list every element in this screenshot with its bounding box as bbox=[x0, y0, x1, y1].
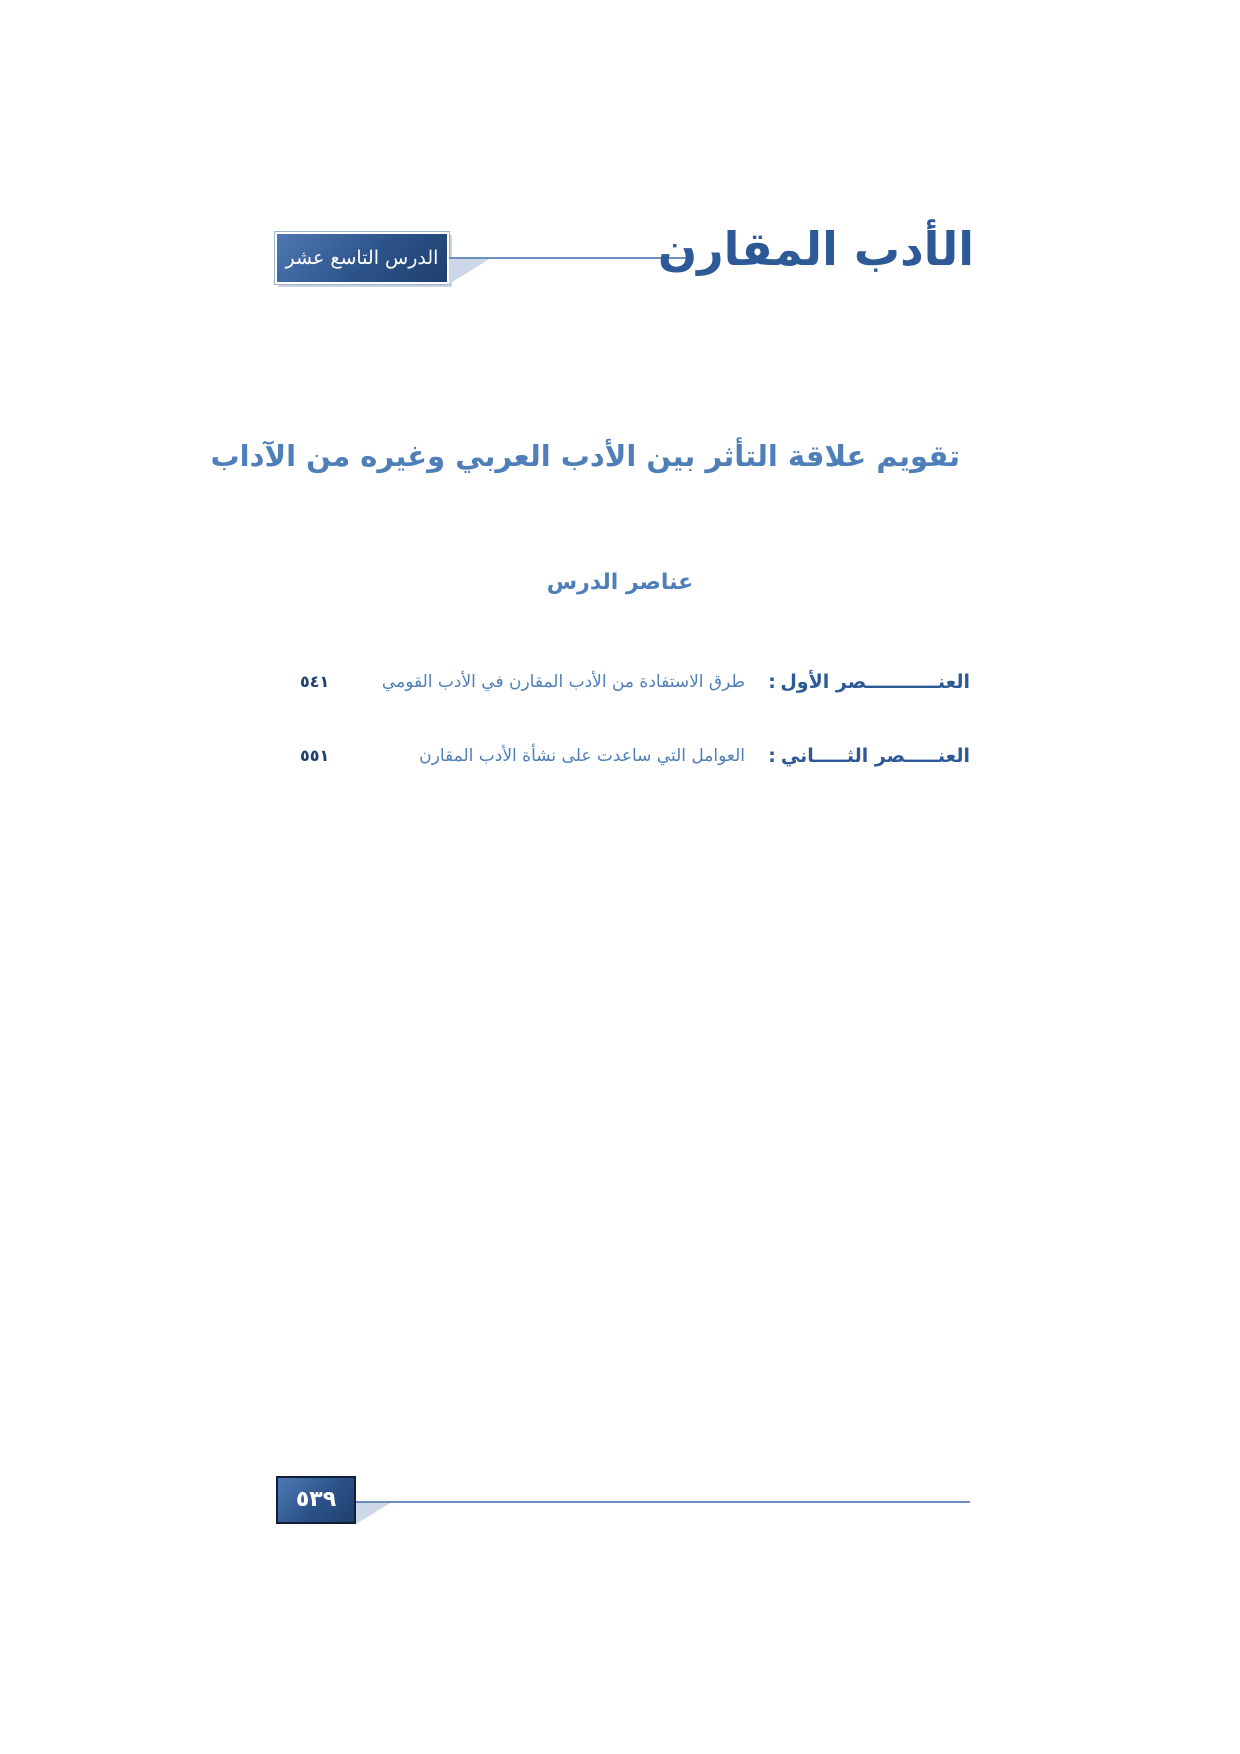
header-rule-line bbox=[449, 257, 687, 259]
toc-row-first-element bbox=[300, 662, 970, 702]
toc-page-number: ٥٤١ bbox=[300, 672, 330, 691]
toc-element-label: العنـــــــــــصر الأول bbox=[780, 671, 970, 693]
footer-badge-shadow-wedge bbox=[356, 1502, 392, 1524]
lesson-number-badge: الدرس التاسع عشر bbox=[275, 232, 449, 284]
book-title: الأدب المقارن bbox=[657, 222, 974, 276]
footer-rule-line bbox=[356, 1501, 970, 1503]
toc-page-number: ٥٥١ bbox=[300, 746, 330, 765]
header-badge-shadow-wedge bbox=[449, 258, 491, 284]
toc-separator: : bbox=[768, 671, 776, 693]
page-number-badge: ٥٣٩ bbox=[276, 1476, 356, 1524]
toc-row-second-element bbox=[300, 736, 970, 776]
lesson-title: تقويم علاقة التأثر بين الأدب العربي وغيره من الآداب bbox=[210, 439, 960, 473]
lesson-elements-heading: عناصر الدرس bbox=[546, 570, 694, 595]
toc-element-label: العنـــــصر الثـــــاني bbox=[780, 745, 970, 767]
toc-element-title: العوامل التي ساعدت على نشأة الأدب المقارن bbox=[419, 746, 745, 766]
toc-separator: : bbox=[768, 745, 776, 767]
toc-element-title: طرق الاستفادة من الأدب المقارن في الأدب القومي bbox=[381, 672, 745, 692]
